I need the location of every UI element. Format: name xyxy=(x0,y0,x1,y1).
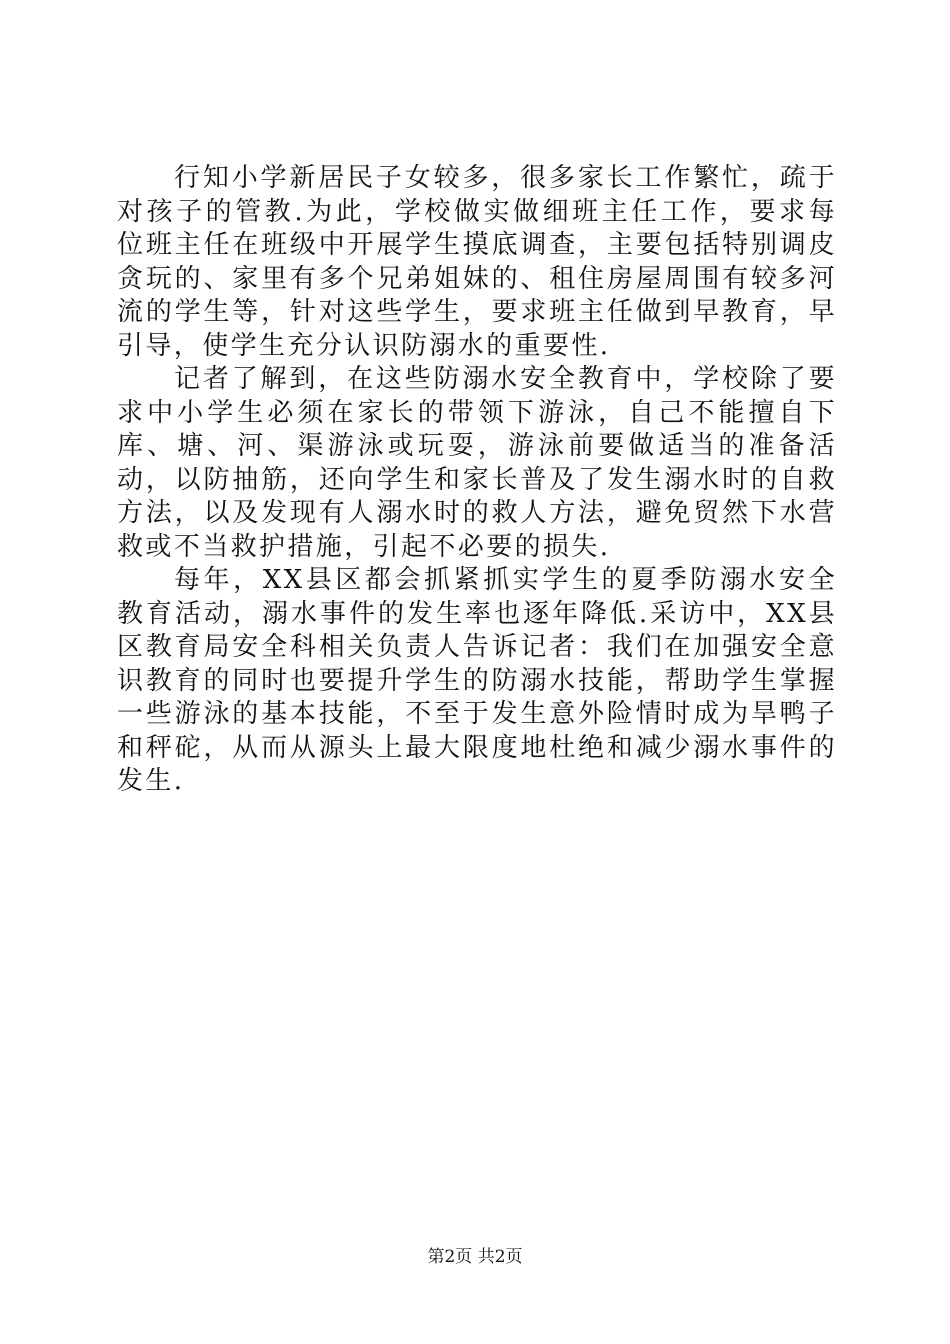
paragraph: 记者了解到，在这些防溺水安全教育中，学校除了要求中小学生必须在家长的带领下游泳，自己不能擅自下库、塘、河、渠游泳或玩耍，游泳前要做适当的准备活动，以防抽筋，还向学生和家长普及了发生溺水时的自救方法，以及发现有人溺水时的救人方法，避免贸然下水营救或不当救护措施，引起不必要的损失. xyxy=(117,364,837,562)
paragraph: 行知小学新居民子女较多，很多家长工作繁忙，疏于对孩子的管教.为此，学校做实做细班主任工作，要求每位班主任在班级中开展学生摸底调查，主要包括特别调皮贪玩的、家里有多个兄弟姐妹的、租住房屋周围有较多河流的学生等，针对这些学生，要求班主任做到早教育，早引导，使学生充分认识防溺水的重要性. xyxy=(117,163,837,361)
page-footer: 第2页 共2页 xyxy=(427,1247,523,1267)
paragraph: 每年，XX县区都会抓紧抓实学生的夏季防溺水安全教育活动，溺水事件的发生率也逐年降低.采访中，XX县区教育局安全科相关负责人告诉记者：我们在加强安全意识教育的同时也要提升学生的防溺水技能，帮助学生掌握一些游泳的基本技能，不至于发生意外险情时成为旱鸭子和秤砣，从而从源头上最大限度地杜绝和减少溺水事件的发生. xyxy=(117,565,837,796)
article-body xyxy=(117,162,837,799)
